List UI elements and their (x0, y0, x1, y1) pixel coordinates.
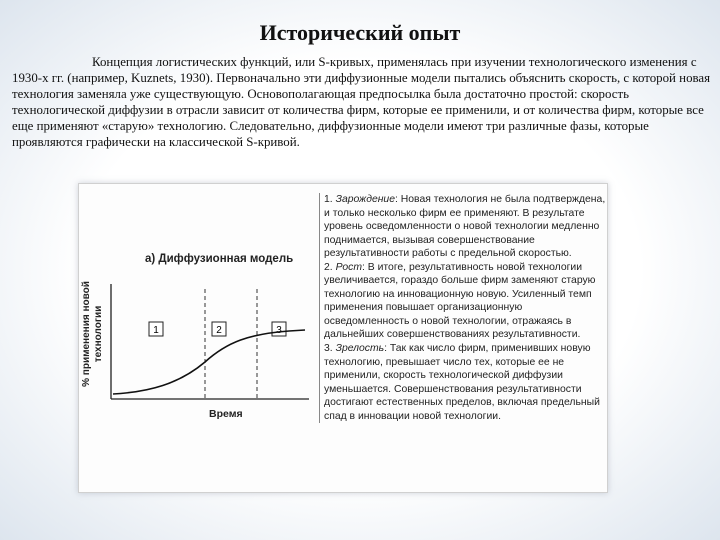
phase-term: Зрелость (335, 343, 385, 355)
phase-text: : Новая технология не была подтверждена, и только несколько фирм ее применяют. В результате уровень осведомленности о новой технологии медленно поднимается, вызывая совершенствование результативности работы с предельной скоростью. (324, 194, 606, 260)
phase-description-3 (324, 342, 608, 423)
phase-label-2: 2 (216, 325, 222, 336)
phase-number: 2. (324, 261, 333, 273)
intro-paragraph-text: Концепция логистических функций, или S-кривых, применялась при изучении технологического изменения с 1930-х гг. (например, Kuznets, 1930). Первоначально эти диффузионные модели пытались объяснить скорость, с которой новая технология заменяла уже существующую. Основополагающая предпосылка была достаточно простой: скорость технологической диффузии в отрасли зависит от количества фирм, которые ее применили, и от количества фирм, которые все еще применяют «старую» технологию. Следовательно, диффузионные модели имеют три различные фазы, которые проявляются графически на классической S-кривой. (12, 55, 711, 149)
phase-text: : Так как число фирм, применивших новую технологию, превышает число тех, которые ее не применили, скорость технологической диффузии уменьшается. Совершенствования результативности достигают естественных пределов, включая предельный спад в инновации новой технологии. (324, 343, 600, 422)
phase-description-1 (324, 193, 608, 261)
phase-term: Рост (335, 261, 363, 273)
phase-number: 3. (324, 343, 333, 355)
phase-description-2 (324, 261, 608, 342)
x-axis-label: Время (209, 408, 243, 420)
phase-descriptions (319, 193, 608, 423)
phase-label-3: 3 (276, 325, 282, 336)
diffusion-figure (78, 183, 608, 493)
intro-paragraph (12, 54, 712, 150)
s-curve-line (113, 330, 305, 394)
phase-term: Зарождение (335, 194, 395, 205)
slide-title: Исторический опыт (259, 20, 461, 45)
phase-label-1: 1 (153, 325, 159, 336)
s-curve-chart (109, 284, 309, 409)
phase-text: : В итоге, результативность новой технологии увеличивается, гораздо больше фирм заменяют старую технологию на инновационную новую. Усиленный темп применения повышает организационную осведомленность о новой технологии, отражаясь в дальнейших совершенствованиях результативности. (324, 261, 596, 341)
figure-heading: а) Диффузионная модель (145, 253, 294, 265)
y-axis-label: % применения новой технологии (81, 281, 104, 387)
phase-number: 1. (324, 194, 333, 205)
